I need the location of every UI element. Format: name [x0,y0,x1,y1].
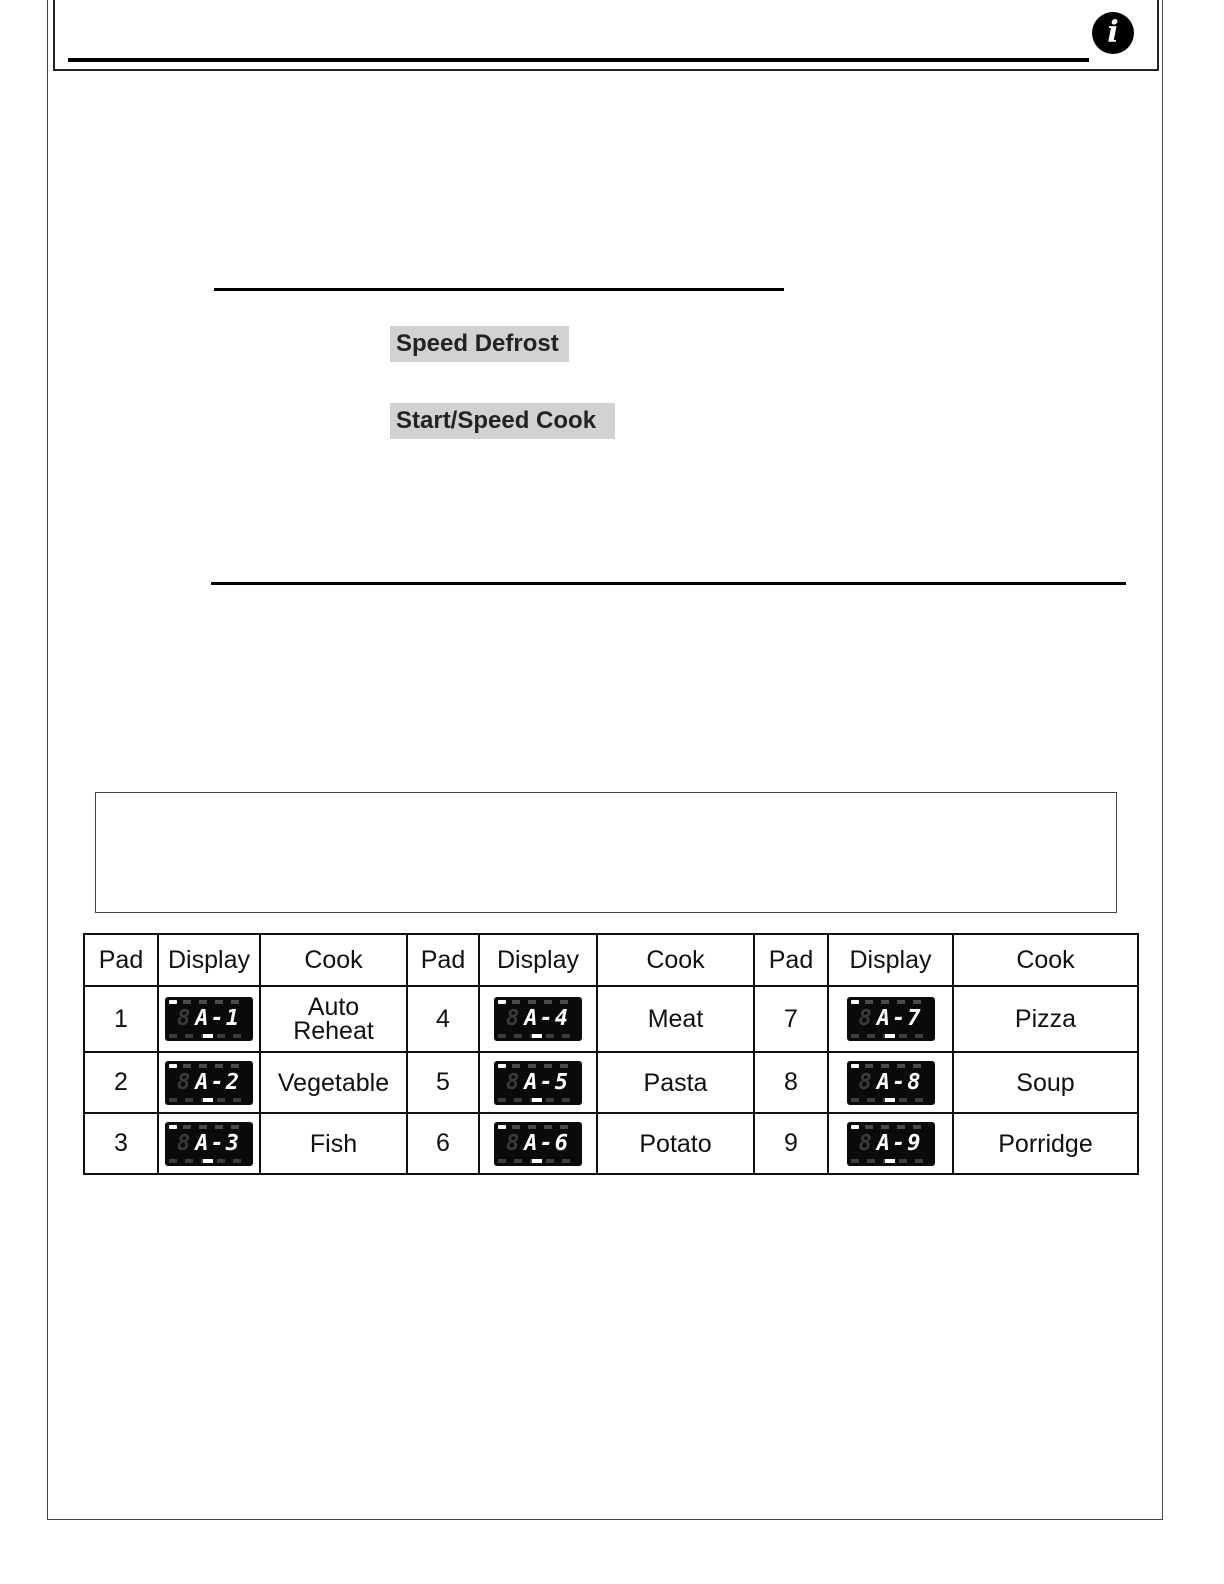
led-code: A-7 [876,1006,923,1032]
led-display: 8 A-9 [847,1122,935,1166]
info-icon: i [1092,12,1134,54]
led-code: A-5 [524,1069,570,1095]
led-indicator [203,1098,213,1102]
led-indicator [203,1034,213,1038]
led-display: 8 A-8 [847,1061,935,1105]
header-cell: Pad [754,934,828,986]
led-indicator [532,1034,542,1038]
led-indicator [885,1159,895,1163]
led-display: 8 A-3 [165,1122,253,1166]
led-code: A-8 [876,1069,923,1095]
note-box [95,792,1117,913]
led-code: A-9 [876,1130,923,1156]
header-rule [68,58,1089,62]
display-cell [479,986,597,1052]
cook-name-cell: Auto Reheat [260,986,407,1052]
led-display: 8 A-1 [165,997,253,1041]
section-rule-1 [214,288,784,291]
pad-number-cell: 3 [84,1113,158,1174]
table-row [84,1052,1138,1113]
display-cell [828,1113,953,1174]
cook-name-cell: Meat [597,986,754,1052]
pad-number-cell: 9 [754,1113,828,1174]
led-display: 8 A-2 [165,1061,253,1105]
display-cell [828,1052,953,1113]
header-cell: Cook [953,934,1138,986]
display-cell [828,986,953,1052]
led-code: A-6 [524,1130,570,1156]
auto-cook-table [83,933,1139,1175]
header-cell: Display [479,934,597,986]
pad-number-cell: 8 [754,1052,828,1113]
section-rule-2 [211,582,1126,585]
display-cell [158,1052,260,1113]
header-cell: Cook [597,934,754,986]
start-speed-cook-pad-label: Start/Speed Cook [390,403,615,439]
header-cell: Cook [260,934,407,986]
table-row [84,986,1138,1052]
speed-defrost-pad-label: Speed Defrost [390,326,569,362]
pad-number-cell: 6 [407,1113,479,1174]
cook-name-cell: Pizza [953,986,1138,1052]
table-row [84,1113,1138,1174]
header-cell: Display [828,934,953,986]
led-indicator [203,1159,213,1163]
led-display: 8 A-5 [494,1061,582,1105]
header-cell: Pad [407,934,479,986]
cook-name-cell: Potato [597,1113,754,1174]
led-indicator [885,1034,895,1038]
cook-name-cell: Pasta [597,1052,754,1113]
led-indicator [532,1159,542,1163]
header-cell: Display [158,934,260,986]
led-code: A-4 [524,1006,570,1032]
led-indicator [885,1098,895,1102]
pad-number-cell: 5 [407,1052,479,1113]
display-cell [479,1052,597,1113]
led-code: A-3 [195,1130,241,1156]
led-display: 8 A-4 [494,997,582,1041]
led-indicator [532,1098,542,1102]
pad-number-cell: 7 [754,986,828,1052]
display-cell [479,1113,597,1174]
cook-name-cell: Vegetable [260,1052,407,1113]
table-header-row [84,934,1138,986]
cook-name-cell: Fish [260,1113,407,1174]
cook-name-cell: Soup [953,1052,1138,1113]
display-cell [158,986,260,1052]
led-display: 8 A-7 [847,997,935,1041]
led-code: A-2 [195,1069,241,1095]
led-code: A-1 [195,1006,241,1032]
pad-number-cell: 4 [407,986,479,1052]
pad-number-cell: 1 [84,986,158,1052]
display-cell [158,1113,260,1174]
pad-number-cell: 2 [84,1052,158,1113]
led-display: 8 A-6 [494,1122,582,1166]
header-cell: Pad [84,934,158,986]
cook-name-cell: Porridge [953,1113,1138,1174]
page-frame [47,0,1163,1520]
